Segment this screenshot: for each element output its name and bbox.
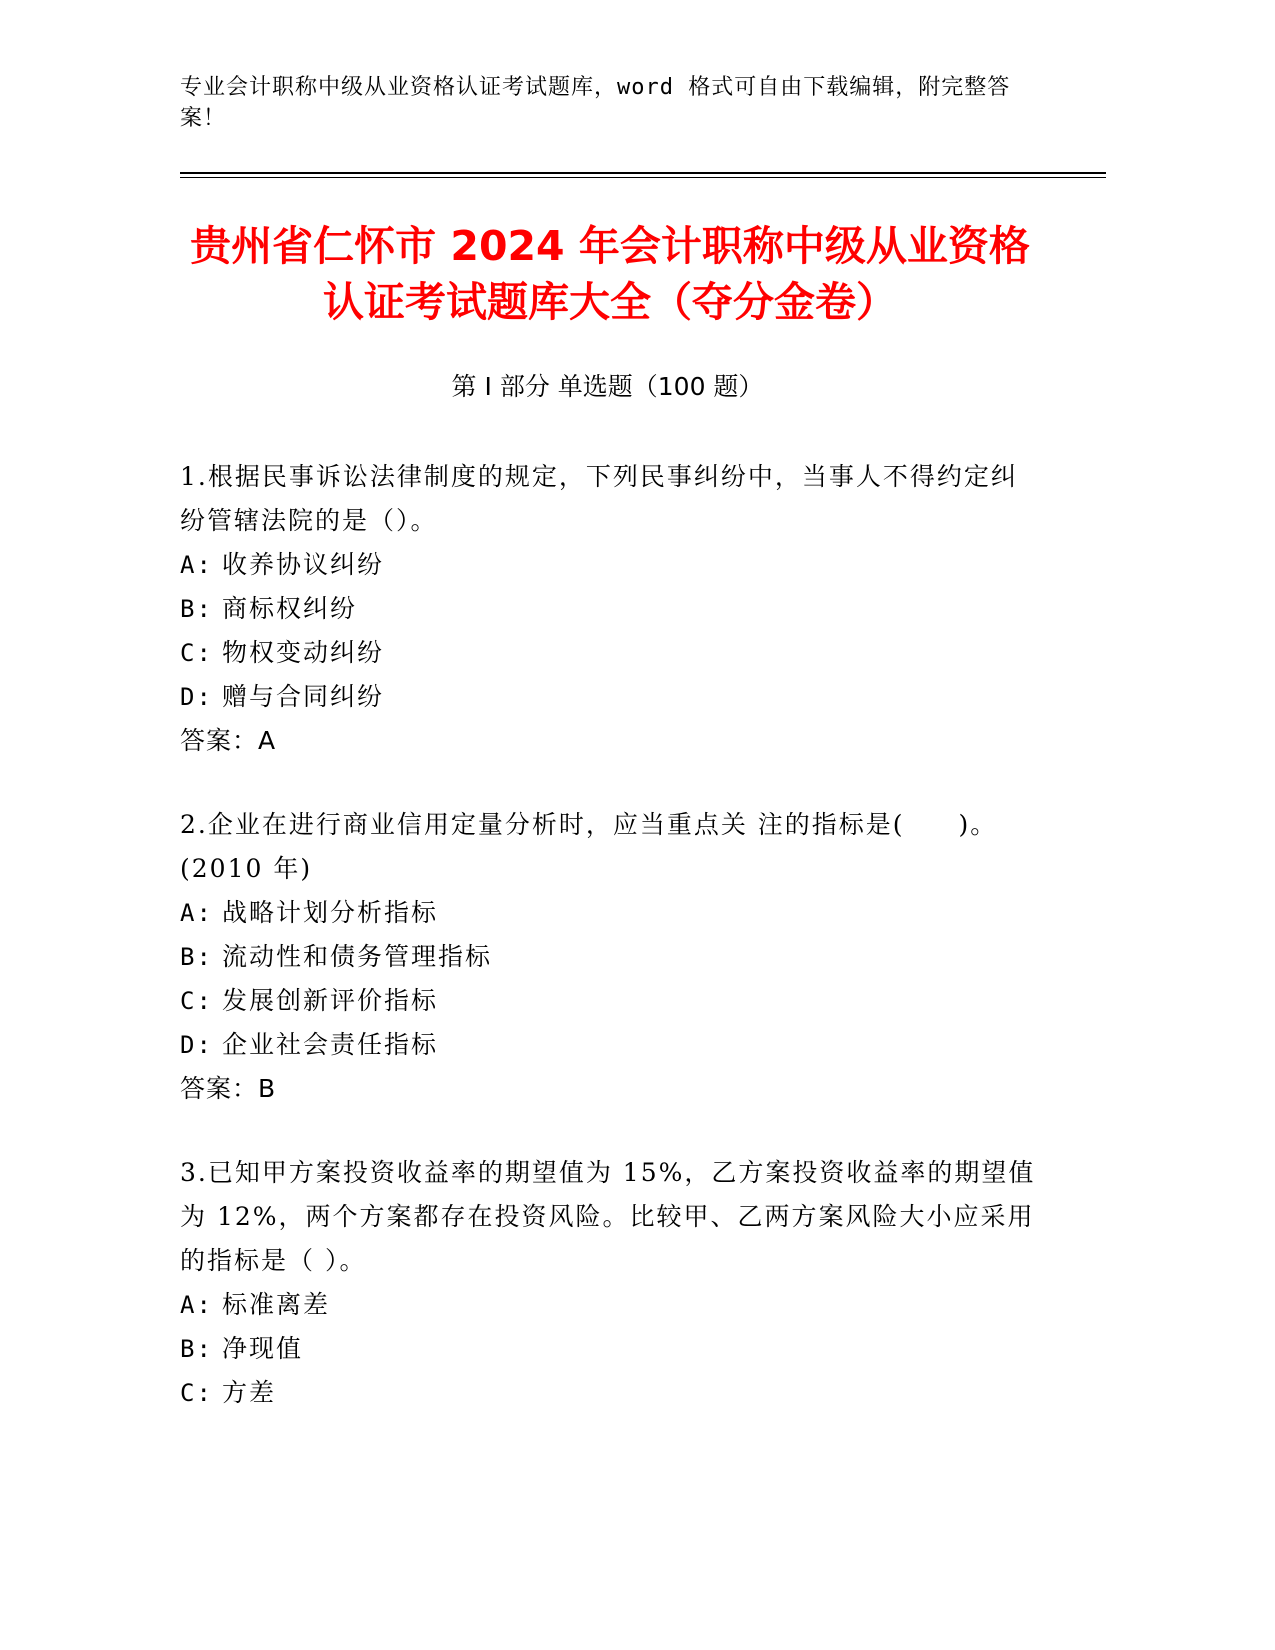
question-stem: 3.已知甲方案投资收益率的期望值为 15%，乙方案投资收益率的期望值为 12%，两个方案都存在投资风险。比较甲、乙两方案风险大小应采用的指标是（ ）。 — [180, 1158, 1036, 1275]
question-1 — [180, 455, 1040, 763]
option-key: B: — [180, 595, 213, 623]
header-note: 专业会计职称中级从业资格认证考试题库，word 格式可自由下载编辑，附完整答案！ — [180, 75, 1011, 131]
option-key: D: — [180, 683, 213, 711]
option-text: 商标权纠纷 — [222, 594, 358, 623]
option-text: 物权变动纠纷 — [222, 638, 385, 667]
document-title: 贵州省仁怀市 2024 年会计职称中级从业资格认证考试题库大全（夺分金卷） — [190, 222, 1030, 326]
option-text: 流动性和债务管理指标 — [222, 942, 493, 971]
option-text: 方差 — [222, 1378, 277, 1407]
question-2 — [180, 803, 1040, 1111]
answer: 答案：B — [180, 1074, 277, 1103]
option-key: A: — [180, 899, 213, 927]
option-key: A: — [180, 551, 213, 579]
option-text: 战略计划分析指标 — [222, 898, 439, 927]
question-3 — [180, 1151, 1040, 1415]
option-key: B: — [180, 1335, 213, 1363]
header-divider-thin — [180, 177, 1106, 178]
option-c — [180, 1371, 1040, 1415]
option-c — [180, 631, 1040, 675]
option-text: 企业社会责任指标 — [222, 1030, 439, 1059]
question-stem: 2.企业在进行商业信用定量分析时，应当重点关 注的指标是( )。(2010 年) — [180, 810, 998, 883]
option-text: 赠与合同纠纷 — [222, 682, 385, 711]
option-key: A: — [180, 1291, 213, 1319]
option-text: 净现值 — [222, 1334, 304, 1363]
option-key: C: — [180, 987, 213, 1015]
option-key: C: — [180, 1379, 213, 1407]
option-b — [180, 935, 1040, 979]
option-d — [180, 1023, 1040, 1067]
option-key: C: — [180, 639, 213, 667]
option-d — [180, 675, 1040, 719]
option-b — [180, 587, 1040, 631]
header-divider-thick — [180, 172, 1106, 174]
section-heading: 第 I 部分 单选题（100 题） — [451, 372, 764, 401]
option-a — [180, 891, 1040, 935]
option-text: 标准离差 — [222, 1290, 331, 1319]
option-text: 发展创新评价指标 — [222, 986, 439, 1015]
option-text: 收养协议纠纷 — [222, 550, 385, 579]
option-a — [180, 1283, 1040, 1327]
question-list — [180, 455, 1040, 1455]
answer: 答案：A — [180, 726, 277, 755]
option-b — [180, 1327, 1040, 1371]
option-a — [180, 543, 1040, 587]
option-key: B: — [180, 943, 213, 971]
option-c — [180, 979, 1040, 1023]
question-stem: 1.根据民事诉讼法律制度的规定，下列民事纠纷中，当事人不得约定纠纷管辖法院的是（）。 — [180, 462, 1018, 535]
option-key: D: — [180, 1031, 213, 1059]
